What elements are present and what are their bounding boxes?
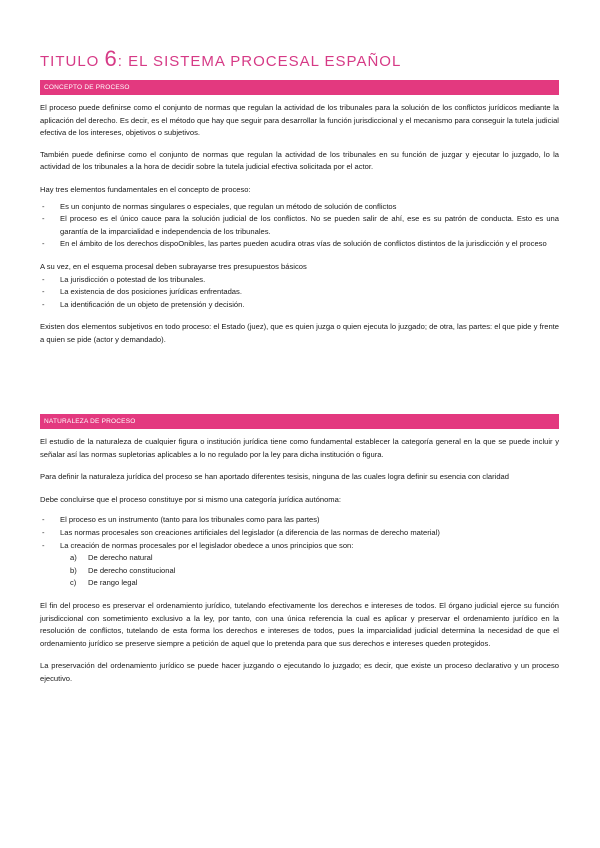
page-title [40, 46, 401, 72]
list-item: - La jurisdicción o potestad de los tribunales. [42, 274, 206, 284]
list-item: - La identificación de un objeto de pretensión y decisión. [42, 299, 245, 309]
list-item: - La existencia de dos posiciones jurídicas enfrentadas. [42, 287, 242, 297]
section-body-concepto [40, 102, 559, 347]
list-item: - El proceso es el único cauce para la solución judicial de los conflictos. No se pueden salir de ahí, ese es su patrón de conducta. Esto es una garantía de la imparcialidad e independencia de los tribunales. [42, 214, 559, 236]
paragraph: Debe concluirse que el proceso constituye por si mismo una categoría jurídica autónoma: [40, 494, 341, 504]
list-item: - El proceso es un instrumento (tanto para los tribunales como para las partes) [42, 515, 320, 525]
section-heading-naturaleza: NATURALEZA DE PROCESO [40, 414, 559, 429]
list-principios [40, 552, 559, 590]
list-caracteristicas [40, 514, 559, 552]
paragraph: A su vez, en el esquema procesal deben subrayarse tres presupuestos básicos [40, 261, 307, 271]
section-body-naturaleza [40, 436, 559, 686]
paragraph: El proceso puede definirse como el conjunto de normas que regulan la actividad de los tribunales para la solución de los conflictos jurídicos mediante la aplicación del derecho. Es decir, es el método que hay que seguir para desarrollar la función jurisdiccional y el mecanismo para conseguir la tutela judicial efectiva de los intereses, objetivos o subjetivos. [40, 103, 559, 138]
title-prefix: TITULO [40, 53, 105, 70]
paragraph: Para definir la naturaleza jurídica del proceso se han aportado diferentes tesisis, ninguna de las cuales logra definir su esencia con claridad [40, 472, 509, 482]
list-item: - La creación de normas procesales por el legislador obedece a unos principios que son: [42, 540, 354, 550]
list-item: - Las normas procesales son creaciones artificiales del legislador (a diferencia de las normas de derecho material) [42, 527, 440, 537]
paragraph: El fin del proceso es preservar el ordenamiento jurídico, tutelando efectivamente los derechos e intereses de todos. El órgano judicial ejerce su función jurisdiccional con sometimiento exclusivo a la ley, por tanto, con una única referencia la cual es aplicar y preservar el ordenamiento jurídico en la resolución de conflictos, tutelando de esta forma los derechos e intereses de todos, pues la imparcialidad judicial determina la necesidad de que el ordenamiento jurídico se preserve siempre a petición de aquel que lo pretenda para que sus derechos e intereses queden protegidos. [40, 600, 559, 648]
paragraph: También puede definirse como el conjunto de normas que regulan la actividad de los tribunales en su función de juzgar y ejecutar lo juzgado, lo la actividad de los tribunales a la hora de decidir sobre la tutela judicial efectiva solicitada por el actor. [40, 149, 559, 172]
title-rest: : EL SISTEMA PROCESAL ESPAÑOL [117, 53, 402, 70]
paragraph: Hay tres elementos fundamentales en el concepto de proceso: [40, 184, 251, 194]
title-number: 6 [104, 46, 118, 71]
section-heading-concepto: CONCEPTO DE PROCESO [40, 80, 559, 95]
list-item: - En el ámbito de los derechos dispoOnibles, las partes pueden acudira otras vías de solución de conflictos distintos de la jurisdicción y el proceso [42, 239, 547, 249]
paragraph: El estudio de la naturaleza de cualquier figura o institución jurídica tiene como fundamental establecer la categoría general en la que se puede incluir y señalar así las normas supletorias aplicables a lo no regulado por la ley para dicha institución o figura. [40, 437, 559, 459]
list-item: a) De derecho natural [70, 553, 153, 563]
paragraph: Existen dos elementos subjetivos en todo proceso: el Estado (juez), que es quien juzga o quien ejecuta lo juzgado; de otra, las partes: el que pide y frente a quien se pide (actor y demandado). [40, 322, 559, 344]
list-item: b) De derecho constitucional [70, 565, 176, 575]
list-presupuestos [40, 274, 559, 312]
list-elementos [40, 201, 559, 251]
list-item: c) De rango legal [70, 578, 138, 588]
list-item: - Es un conjunto de normas singulares o especiales, que regulan un método de solución de conflictos [42, 201, 397, 211]
paragraph: La preservación del ordenamiento jurídico se puede hacer juzgando o ejecutando lo juzgado; es decir, que existe un proceso declarativo y un proceso ejecutivo. [40, 661, 559, 683]
